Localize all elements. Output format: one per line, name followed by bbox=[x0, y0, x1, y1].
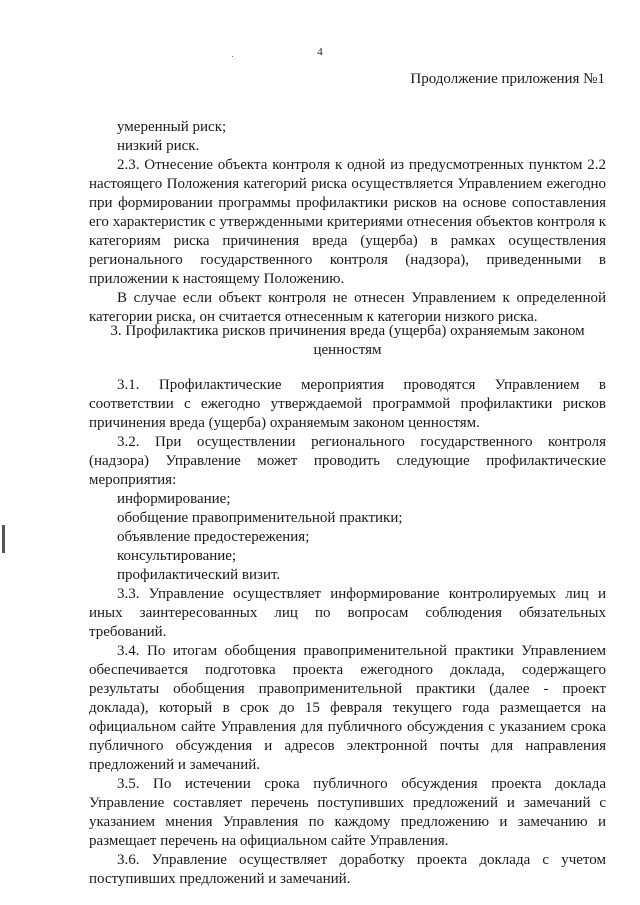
measure-item: обобщение правоприменительной практики; bbox=[117, 510, 403, 526]
section-3-heading: 3. Профилактика рисков причинения вреда (ущерба) охраняемым законом ценностям bbox=[110, 323, 585, 358]
risk-category-block bbox=[89, 118, 606, 327]
measure-item: объявление предостережения; bbox=[117, 529, 310, 545]
risk-item-moderate: умеренный риск; bbox=[117, 119, 227, 135]
section-3-body bbox=[89, 376, 606, 889]
paragraph-3-2: 3.2. При осуществлении регионального государственного контроля (надзора) Управление может проводить следующие профилактические мероприятия: bbox=[89, 434, 606, 488]
scan-edge-mark bbox=[2, 525, 5, 553]
paragraph-no-category: В случае если объект контроля не отнесен Управлением к определенной категории риска, он считается отнесенным к категории низкого риска. bbox=[89, 290, 606, 325]
page-number: 4 bbox=[317, 46, 323, 58]
paragraph-3-5: 3.5. По истечении срока публичного обсуждения проекта доклада Управление составляет перечень поступивших предложений и замечаний с указанием мнения Управления по каждому предложению и замечанию и размещает перечень на официальном сайте Управления. bbox=[89, 776, 606, 849]
risk-item-low: низкий риск. bbox=[117, 138, 200, 154]
paragraph-2-3: 2.3. Отнесение объекта контроля к одной из предусмотренных пунктом 2.2 настоящего Положения категорий риска осуществляется Управлением ежегодно при формировании программы профилактики рисков на основе сопоставления его характеристик с утвержденными критериями отнесения объектов контроля к категориям риска причинения вреда (ущерба) в рамках осуществления регионального государственного контроля (надзора), приведенными в приложении к настоящему Положению. bbox=[89, 157, 606, 287]
measure-item: консультирование; bbox=[117, 548, 237, 564]
paragraph-3-3: 3.3. Управление осуществляет информирование контролируемых лиц и иных заинтересованных лиц по вопросам соблюдения обязательных требований. bbox=[89, 586, 606, 640]
paragraph-3-4: 3.4. По итогам обобщения правоприменительной практики Управлением обеспечивается подготовка проекта ежегодного доклада, содержащего результаты обобщения правоприменительной практики (далее - проект доклада), который в срок до 15 февраля текущего года размещается на официальном сайте Управления для публичного обсуждения с указанием срока публичного обсуждения и адресов электронной почты для направления предложений и замечаний. bbox=[89, 643, 606, 773]
appendix-continuation: Продолжение приложения №1 bbox=[410, 71, 605, 87]
paragraph-3-6: 3.6. Управление осуществляет доработку проекта доклада с учетом поступивших предложений и замечаний. bbox=[89, 852, 606, 887]
measure-item: информирование; bbox=[117, 491, 231, 507]
paragraph-3-1: 3.1. Профилактические мероприятия проводятся Управлением в соответствии с ежегодно утверждаемой программой профилактики рисков причинения вреда (ущерба) охраняемым законом ценностям. bbox=[89, 377, 606, 431]
measure-item: профилактический визит. bbox=[117, 567, 281, 583]
